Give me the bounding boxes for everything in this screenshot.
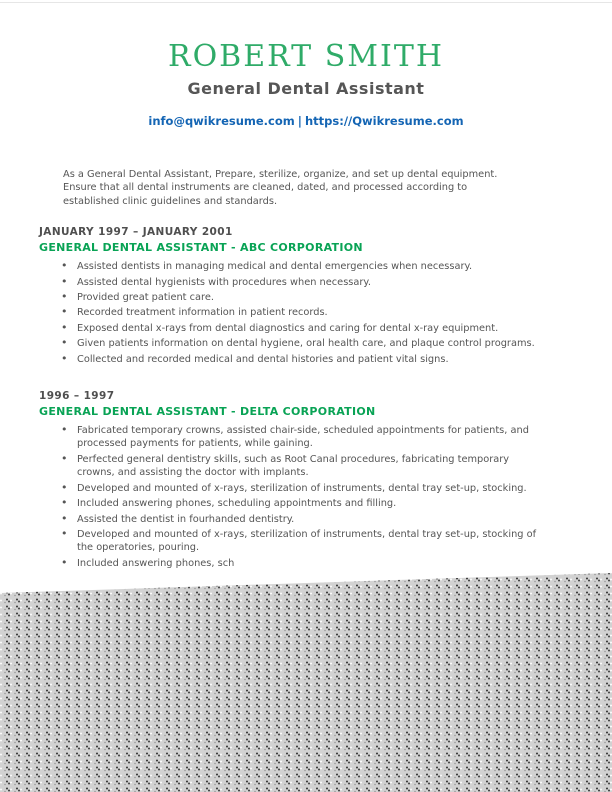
contact-line [0, 114, 612, 128]
job-section-abc [39, 226, 612, 366]
bullet-item: • Assisted dental hygienists with procedures when necessary. [39, 276, 542, 289]
bullet-item: • Developed and mounted of x-rays, sterilization of instruments, dental tray set-up, stocking. [39, 482, 542, 495]
contact-separator: | [297, 114, 302, 128]
job-section-delta [39, 390, 612, 570]
bullet-item: • Assisted the dentist in fourhanded dentistry. [39, 513, 542, 526]
bullet-item: • Developed and mounted of x-rays, sterilization of instruments, dental tray set-up, stocking of the operatories, pouring. [39, 528, 542, 555]
job-role-heading: GENERAL DENTAL ASSISTANT - ABC CORPORATION [39, 241, 363, 255]
job-dates: JANUARY 1997 – JANUARY 2001 [39, 226, 233, 239]
bullet-item: • Fabricated temporary crowns, assisted chair-side, scheduled appointments for patients, and processed payments for patients, while gaining. [39, 424, 542, 451]
job-bullet-list [39, 260, 612, 366]
bullet-item: • Provided great patient care. [39, 291, 542, 304]
top-divider [0, 2, 612, 3]
job-bullet-list [39, 424, 612, 570]
website-link[interactable]: https://Qwikresume.com [304, 114, 464, 128]
bullet-item: • Exposed dental x-rays from dental diagnostics and caring for dental x-ray equipment. [39, 322, 542, 335]
email-link[interactable]: info@qwikresume.com [148, 114, 295, 128]
hatched-privacy-overlay [0, 573, 612, 792]
summary-paragraph: As a General Dental Assistant, Prepare, sterilize, organize, and set up dental equipment. Ensure that all dental instruments are cleaned, dated, and processed according to established clinic guidelines and standards. [63, 169, 498, 207]
bullet-item: • Included answering phones, scheduling appointments and filling. [39, 497, 542, 510]
bullet-item: • Perfected general dentistry skills, such as Root Canal procedures, fabricating temporary crowns, and assisting the doctor with implants. [39, 453, 542, 480]
job-role-heading: GENERAL DENTAL ASSISTANT - DELTA CORPORATION [39, 405, 376, 419]
bullet-item: • Assisted dentists in managing medical and dental emergencies when necessary. [39, 260, 542, 273]
job-dates: 1996 – 1997 [39, 390, 115, 403]
bullet-item: • Collected and recorded medical and dental histories and patient vital signs. [39, 353, 542, 366]
candidate-name: ROBERT SMITH [167, 39, 445, 74]
bullet-item: • Recorded treatment information in patient records. [39, 306, 542, 319]
candidate-job-title: General Dental Assistant [187, 79, 425, 98]
bullet-item: • Included answering phones, sch [39, 557, 542, 570]
bullet-item: • Given patients information on dental hygiene, oral health care, and plaque control programs. [39, 337, 542, 350]
